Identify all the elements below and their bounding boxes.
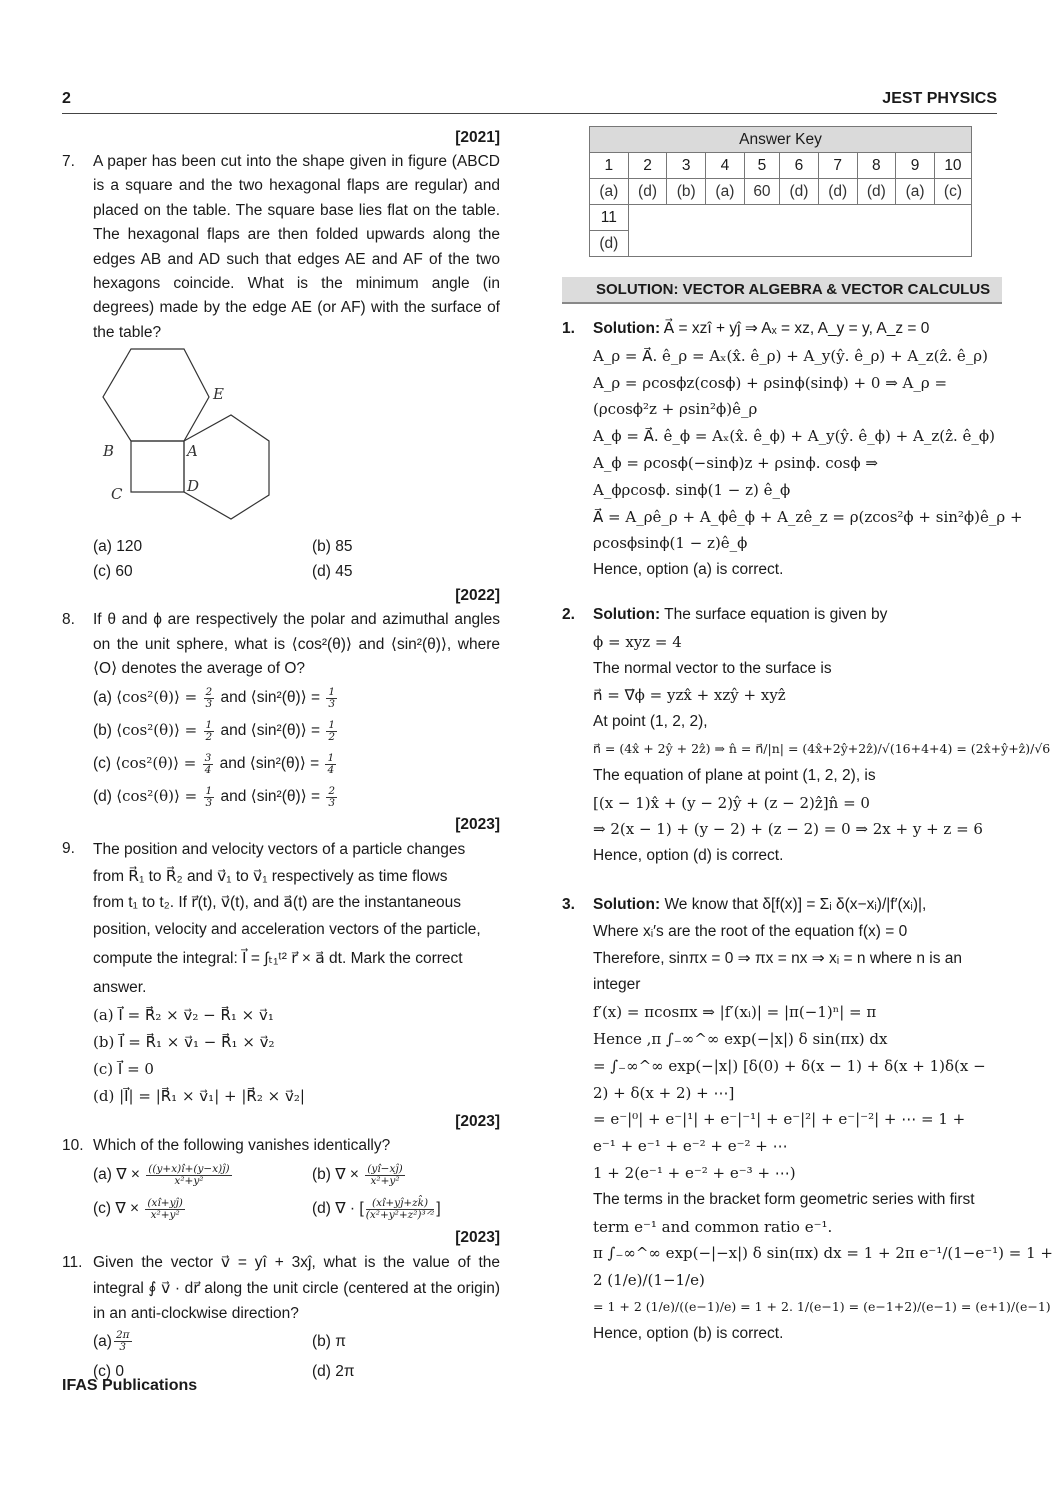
solution-line: = ∫₋∞^∞ exp(−|x|) [δ(0) + δ(x − 1) + δ(x + 1)δ(x − [593,1056,986,1075]
book-title: JEST PHYSICS [882,90,997,107]
answer-key-number: 9 [896,153,935,179]
solution-label: Solution: [593,320,661,337]
option-a: (a) ⟨cos²(θ)⟩ = $\frac{2}{3}$ and ⟨sin²(θ)⟩ = $\frac{1}{3}$ [93,685,336,710]
question-number: 7. [62,153,75,170]
solution-number: 3. [562,895,575,913]
option-d: (d) 45 [312,562,353,580]
solution-line: The normal vector to the surface is [593,659,832,677]
solution-line: f′(x) = πcosπx ⇒ |f′(xᵢ)| = |π(−1)ⁿ| = π [593,1003,877,1022]
solution-line: At point (1, 2, 2), [593,713,708,731]
solution-line: = e⁻|⁰| + e⁻|¹| + e⁻|⁻¹| + e⁻|²| + e⁻|⁻²| + ⋯ = 1 + [593,1110,966,1129]
solution-line: A_ϕ = A⃗. ê_ϕ = Aₓ(x̂. ê_ϕ) + A_y(ŷ. ê_ϕ) + A_z(ẑ. ê_ϕ) [593,427,995,446]
answer-key-number: 10 [934,153,971,179]
solution-line: A_ρ = ρcosϕz(cosϕ) + ρsinϕ(sinϕ) + 0 ⇒ A_ρ = [593,373,948,392]
question-text: The position and velocity vectors of a particle changes from R⃗₁ to R⃗₂ and v⃗₁ to v⃗₁ respectively as time flows from t₁ to t₂. If r⃗(t), v⃗(t), and a⃗(t) are the instantaneous position, velocity and acceleration vectors of the particle, compute the integral: I⃗ = ∫ₜ₁ᵗ² r⃗ × a⃗ dt. Mark the correct answer. [93,841,481,997]
question-7 [62,150,500,345]
answer-key-answer: (a) [706,179,745,205]
page-header [62,90,997,114]
question-8-options [93,681,500,813]
question-11 [62,1250,500,1327]
solution-line: Therefore, sinπx = 0 ⇒ πx = nx ⇒ xᵢ = n where n is an [593,949,963,967]
question-9-options [93,1002,500,1110]
answer-key-number: 3 [667,153,706,179]
solution-line: Hence ,π ∫₋∞^∞ exp(−|x|) δ sin(πx) dx [593,1029,888,1048]
answer-key-number: 7 [818,153,857,179]
label-d: D [187,477,200,496]
solution-number: 2. [562,605,575,623]
solution-line: 2) + δ(x + 2) + ⋯] [593,1083,735,1102]
solution-label: Solution: [593,605,661,623]
answer-key-answer: (a) [896,179,935,205]
solution-line: e⁻¹ + e⁻¹ + e⁻² + e⁻² + ⋯ [593,1137,788,1156]
option-b: (b) ⟨cos²(θ)⟩ = $\frac{1}{2}$ and ⟨sin²(θ)⟩ = $\frac{1}{2}$ [93,718,336,743]
question-number: 10. [62,1136,84,1154]
answer-key-title: Answer Key [590,127,972,153]
solution-line: = 1 + 2 (1/e)/((e−1)/e) = 1 + 2. 1/(e−1) = (e−1+2)/(e−1) = (e+1)/(e−1) [593,1298,1051,1314]
solution-section-banner: SOLUTION: VECTOR ALGEBRA & VECTOR CALCULUS [562,277,1002,304]
option-d: (d) ⟨cos²(θ)⟩ = $\frac{1}{3}$ and ⟨sin²(θ)⟩ = $\frac{2}{3}$ [93,784,336,809]
year-tag: [2023] [455,1112,500,1130]
question-number: 8. [62,611,75,629]
label-c: C [111,485,123,504]
answer-key-answer: (d) [590,231,629,257]
option-a: (a) 120 [93,538,143,556]
question-text: If θ and ϕ are respectively the polar and azimuthal angles on the unit sphere, what is ⟨cos²(θ)⟩ and ⟨sin²(θ)⟩, where ⟨O⟩ denotes the average of O? [93,611,500,678]
solution-line: integer [593,976,641,994]
solution-line: ⇒ 2(x − 1) + (y − 2) + (z − 2) = 0 ⇒ 2x + y + z = 6 [593,820,983,839]
option-c: (c) ∇ × $\frac{(xî+yĵ)}{\text{x²+y²}}$ [93,1196,183,1221]
answer-key-number: 4 [706,153,745,179]
answer-key-number: 5 [744,153,779,179]
answer-key-answer: (d) [628,179,667,205]
solution-line: Hence, option (b) is correct. [593,1324,784,1342]
solution-line: ϕ = xyz = 4 [593,632,682,651]
answer-key-answer: (a) [590,179,629,205]
option-b: (b) I⃗ = R⃗₁ × v⃗₁ − R⃗₁ × v⃗₂ [93,1032,275,1051]
solution-2 [562,602,1051,870]
answer-key-number: 2 [628,153,667,179]
year-tag: [2022] [455,587,500,605]
hexagon-top-flap [103,349,209,441]
page-number: 2 [62,90,71,107]
questions-column [62,126,500,1387]
year-tag: [2023] [455,1229,500,1247]
option-b: (b) π [312,1332,346,1350]
option-c: (c) 0 [93,1362,124,1380]
hexagon-square-figure [93,345,500,535]
solution-line: Solution: A⃗ = xzî + yĵ ⇒ Aₓ = xz, A_y = y, A_z = 0 [593,320,930,337]
solution-number: 1. [562,320,575,337]
question-10 [62,1134,500,1158]
solution-line: Hence, option (d) is correct. [593,847,784,865]
option-d: (d) 2π [312,1362,355,1380]
year-tag: [2021] [455,129,500,146]
solution-line: A_ϕρcosϕ. sinϕ(1 − z) ê_ϕ [593,480,791,499]
solutions-list [562,316,1053,1347]
answer-key-number: 6 [780,153,819,179]
solution-line: Hence, option (a) is correct. [593,561,784,579]
option-a: (a) $\frac{2\pi}{3}$ [93,1329,130,1354]
solution-3 [562,892,1053,1348]
question-number: 9. [62,840,75,858]
answer-key-number: 1 [590,153,629,179]
square-abcd [131,441,184,492]
answer-key-answers-row [590,179,972,205]
question-text: Which of the following vanishes identically? [93,1136,391,1154]
label-a: A [187,442,198,461]
answer-key-answer: (d) [818,179,857,205]
option-b: (b) ∇ × $\frac{(yî-xĵ)}{\text{x²+y²}}$ [312,1162,403,1187]
solution-line: n⃗ = (4x̂ + 2ŷ + 2ẑ) ⇒ n̂ = n⃗/|n| = (4x̂+2ŷ+2ẑ)/√(16+4+4) = (2x̂+ŷ+ẑ)/√6 [593,740,1051,756]
question-10-options [93,1158,500,1226]
publisher-footer: IFAS Publications [62,1377,198,1394]
option-c: (c) I⃗ = 0 [93,1059,154,1078]
option-c: (c) ⟨cos²(θ)⟩ = $\frac{3}{4}$ and ⟨sin²(θ)⟩ = $\frac{1}{4}$ [93,751,335,776]
hexagon-right-flap [184,415,269,519]
question-text: A paper has been cut into the shape given in figure (ABCD is a square and the two hexagonal flaps are regular) and placed on the table. The square base lies flat on the table. The hexagonal flaps are then folded upwards along the edges AB and AD such that edges AE and AF of the two hexagons coincide. What is the minimum angle (in degrees) made by the edge AE (or AF) with the surface of the table? [93,153,500,341]
question-9 [62,837,500,1002]
solution-line: ρcosϕsinϕ(1 − z)ê_ϕ [593,534,748,553]
option-c: (c) 60 [93,562,133,580]
option-b: (b) 85 [312,538,353,556]
option-a: (a) ∇ × $\frac{((y+x)î+(y-x)ĵ)}{\text{x²+y²}}$ [93,1162,230,1187]
option-a: (a) I⃗ = R⃗₂ × v⃗₂ − R⃗₁ × v⃗₁ [93,1005,274,1024]
answer-key-number: 11 [590,205,629,231]
solution-line: [(x − 1)x̂ + (y − 2)ŷ + (z − 2)ẑ]n̂ = 0 [593,793,870,812]
answer-key-numbers-row [590,153,972,179]
solution-line: n⃗ = ∇⃗ϕ = yzx̂ + xzŷ + xyẑ [593,686,786,705]
question-number: 11. [62,1254,83,1272]
answer-key-table [589,126,972,257]
solution-line: A_ρ = A⃗. ê_ρ = Aₓ(x̂. ê_ρ) + A_y(ŷ. ê_ρ) + A_z(ẑ. ê_ρ) [593,346,988,365]
solution-line: A⃗ = A_ρê_ρ + A_ϕê_ϕ + A_zê_z = ρ(zcos²ϕ + sin²ϕ)ê_ρ + [593,507,1023,526]
folding-diagram [93,345,323,535]
solution-line: term e⁻¹ and common ratio e⁻¹. [593,1217,833,1236]
solution-1 [562,316,1023,584]
answer-key-number: 8 [857,153,896,179]
answers-column [562,126,1053,1347]
answer-key-answer: 60 [744,179,779,205]
label-b: B [103,442,115,461]
solution-label: Solution: [593,895,661,913]
answer-key-answer: (b) [667,179,706,205]
answer-key-answer: (c) [934,179,971,205]
option-d: (d) |I⃗| = |R⃗₁ × v⃗₁| + |R⃗₂ × v⃗₂| [93,1086,305,1105]
year-tag: [2023] [455,816,500,834]
solution-line: Solution: The surface equation is given by [593,605,888,623]
answer-key-answer: (d) [780,179,819,205]
label-e: E [213,385,224,404]
option-d: (d) ∇ · [ $\frac{(xî+yĵ+zk̂)}{\text{(x²+y²+z²)³ᐟ²}}$ ] [312,1196,441,1221]
solution-line: (ρcosϕ²z + ρsin²ϕ)ê_ρ [593,400,758,419]
solution-line: Solution: We know that δ[f(x)] = Σᵢ δ(x−xᵢ)/|f′(xᵢ)|, [593,895,927,913]
solution-line: 1 + 2(e⁻¹ + e⁻² + e⁻³ + ⋯) [593,1163,796,1182]
answer-key-numbers-row-2 [590,205,972,231]
question-8 [62,608,500,681]
question-7-options [93,535,500,584]
solution-line: 2 (1/e)/(1−1/e) [593,1271,705,1290]
solution-line: Where xᵢ′s are the root of the equation f(x) = 0 [593,922,908,940]
question-text: Given the vector v⃗ = yî + 3xĵ, what is the value of the integral ∮ v⃗ · dr⃗ along the unit circle (centered at the origin) in an anti-clockwise direction? [93,1254,500,1323]
solution-line: A_ϕ = ρcosϕ(−sinϕ)z + ρsinϕ. cosϕ ⇒ [593,453,878,472]
solution-line: π ∫₋∞^∞ exp(−|−x|) δ sin(πx) dx = 1 + 2π e⁻¹/(1−e⁻¹) = 1 + [593,1244,1053,1263]
answer-key-answer: (d) [857,179,896,205]
solution-line: The terms in the bracket form geometric series with first [593,1190,975,1208]
solution-line: The equation of plane at point (1, 2, 2), is [593,766,876,784]
